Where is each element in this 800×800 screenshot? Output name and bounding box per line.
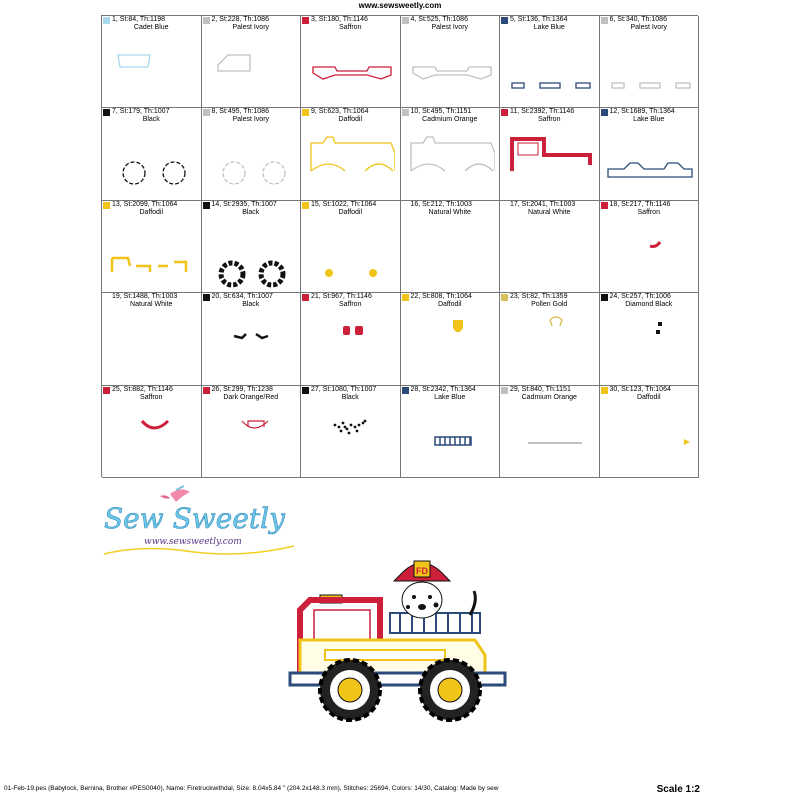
color-cell	[500, 293, 600, 385]
color-name: Daffodil	[139, 208, 164, 216]
color-swatch	[501, 202, 508, 209]
small-triangle-shape	[604, 403, 694, 475]
logo-title: Sew Sweetly	[104, 502, 285, 535]
color-name: Saffron	[140, 393, 163, 401]
logo-url: www.sewsweetly.com	[144, 537, 242, 547]
bumper-pieces-shape	[504, 33, 594, 105]
color-swatch	[103, 17, 110, 24]
color-swatch	[601, 109, 608, 116]
color-name: Cadet Blue	[133, 24, 169, 31]
color-info: 26, St:299, Th:1238	[211, 385, 273, 393]
color-info: 12, St:1689, Th:1364	[609, 108, 675, 116]
color-cell	[500, 16, 600, 108]
color-swatch	[501, 109, 508, 116]
color-swatch	[402, 202, 409, 209]
color-swatch	[402, 17, 409, 24]
color-cell	[600, 201, 700, 293]
color-info: 6, St:340, Th:1086	[609, 16, 667, 23]
ears-shape	[206, 310, 296, 382]
color-name: Natural White	[428, 208, 471, 216]
color-info: 1, St:84, Th:1198	[112, 16, 166, 23]
wheel-outline-shape	[206, 125, 296, 197]
cab-shape	[504, 125, 594, 197]
dalmatian-spots-shape	[305, 403, 395, 475]
color-cell	[500, 108, 600, 200]
color-chart-grid	[101, 15, 698, 477]
color-cell	[202, 201, 302, 293]
color-info: 4, St:525, Th:1086	[410, 16, 468, 23]
color-cell	[500, 201, 600, 293]
truck-body-outline-shape	[305, 125, 395, 197]
roof-outline-shape	[405, 33, 495, 105]
color-name: Pollen Gold	[531, 301, 568, 309]
color-swatch	[302, 294, 309, 301]
color-cell	[202, 108, 302, 200]
color-name: Daffodil	[338, 208, 363, 216]
color-info: 21, St:967, Th:1146	[311, 293, 372, 301]
color-name: Lake Blue	[434, 393, 466, 401]
tires-shape	[206, 218, 296, 290]
color-swatch	[601, 387, 608, 394]
color-name: Natural White	[130, 301, 173, 309]
wheel-outline-shape	[106, 125, 196, 197]
color-cell	[102, 293, 202, 385]
color-info: 17, St:2041, Th:1003	[510, 200, 576, 208]
color-name: Daffodil	[437, 301, 462, 309]
blank	[106, 310, 196, 382]
color-info: 25, St:882, Th:1146	[112, 385, 173, 393]
color-swatch	[302, 202, 309, 209]
color-cell	[202, 386, 302, 478]
color-cell	[401, 108, 501, 200]
color-name: Dark Orange/Red	[223, 393, 279, 401]
color-info: 7, St:179, Th:1007	[112, 108, 170, 116]
color-name: Black	[142, 116, 160, 124]
color-info: 11, St:2392, Th:1146	[510, 108, 575, 116]
color-name: Diamond Black	[625, 301, 673, 309]
color-info: 29, St:840, Th:1151	[510, 385, 571, 393]
color-name: Palest Ivory	[232, 116, 270, 124]
scale-label: Scale 1:2	[656, 784, 700, 795]
bumper-pieces-shape	[604, 33, 694, 105]
color-swatch	[103, 202, 110, 209]
color-swatch	[601, 17, 608, 24]
footer-info: 01-Feb-19.pes (Babylock, Bernina, Brother #PES0040), Name: Firetruckwithdal, Size: 8.04x5.84 " (204.2x148.3 mm), Stitches: 25694, Colors: 14/30, Catalog: Made by sew	[4, 785, 499, 792]
color-cell	[202, 293, 302, 385]
color-name: Lake Blue	[633, 116, 665, 124]
color-swatch	[103, 294, 110, 301]
color-name: Palest Ivory	[232, 24, 270, 31]
color-info: 10, St:495, Th:1151	[410, 108, 472, 116]
color-swatch	[103, 109, 110, 116]
color-cell	[401, 16, 501, 108]
color-cell	[600, 16, 700, 108]
color-cell	[102, 108, 202, 200]
color-swatch	[203, 294, 210, 301]
color-name: Natural White	[528, 208, 571, 216]
color-swatch	[601, 202, 608, 209]
color-info: 5, St:136, Th:1364	[510, 16, 568, 23]
color-swatch	[501, 387, 508, 394]
color-cell	[102, 386, 202, 478]
color-info: 9, St:623, Th:1064	[311, 108, 369, 116]
color-info: 22, St:808, Th:1064	[410, 293, 472, 301]
color-swatch	[601, 294, 608, 301]
roof-outline-shape	[305, 33, 395, 105]
color-cell	[500, 386, 600, 478]
color-cell	[301, 293, 401, 385]
color-swatch	[103, 387, 110, 394]
color-name: Saffron	[339, 301, 362, 309]
color-cell	[401, 386, 501, 478]
badge-shape	[405, 310, 495, 382]
hubcaps-shape	[305, 218, 395, 290]
color-swatch	[402, 387, 409, 394]
color-info: 19, St:1488, Th:1003	[112, 293, 178, 301]
color-info: 8, St:495, Th:1086	[211, 108, 269, 116]
helmet-badge-text: FD	[416, 566, 428, 576]
color-name: Daffodil	[636, 393, 661, 401]
color-name: Daffodil	[338, 116, 363, 124]
color-name: Cadmium Orange	[422, 116, 478, 124]
blank	[405, 218, 495, 290]
color-cell	[600, 108, 700, 200]
color-swatch	[203, 17, 210, 24]
color-info: 2, St:228, Th:1086	[211, 16, 269, 23]
color-cell	[102, 201, 202, 293]
color-swatch	[302, 109, 309, 116]
color-info: 20, St:634, Th:1007	[211, 293, 273, 301]
color-swatch	[302, 387, 309, 394]
tongue-shape	[604, 218, 694, 290]
color-swatch	[501, 17, 508, 24]
color-info: 28, St:2342, Th:1364	[410, 385, 476, 393]
color-cell	[401, 201, 501, 293]
window-shape	[206, 33, 296, 105]
color-info: 23, St:82, Th:1359	[510, 293, 568, 301]
ladder-shape	[405, 403, 495, 475]
chassis-shape	[604, 125, 694, 197]
color-cell	[301, 201, 401, 293]
color-swatch	[501, 294, 508, 301]
color-cell	[600, 293, 700, 385]
color-cell	[401, 293, 501, 385]
color-info: 30, St:123, Th:1064	[609, 385, 671, 393]
color-name: Black	[242, 301, 260, 309]
color-name: Saffron	[339, 24, 362, 31]
color-info: 18, St:217, Th:1146	[609, 200, 671, 208]
color-name: Lake Blue	[533, 24, 565, 31]
eyes-shape	[604, 310, 694, 382]
line-shape	[504, 403, 594, 475]
color-info: 16, St:212, Th:1003	[410, 200, 472, 208]
color-cell	[102, 16, 202, 108]
color-name: Palest Ivory	[630, 24, 668, 31]
color-swatch	[203, 202, 210, 209]
firetruck-design-preview	[280, 555, 520, 745]
color-name: Saffron	[538, 116, 561, 124]
color-swatch	[302, 17, 309, 24]
color-name: Palest Ivory	[431, 24, 469, 31]
sew-sweetly-logo	[100, 484, 300, 560]
helmet-brim-shape	[106, 403, 196, 475]
color-cell	[301, 108, 401, 200]
color-name: Cadmium Orange	[521, 393, 577, 401]
color-swatch	[203, 387, 210, 394]
color-info: 27, St:1080, Th:1007	[311, 385, 377, 393]
color-name: Black	[242, 208, 260, 216]
color-info: 14, St:2935, Th:1007	[211, 200, 277, 208]
color-info: 24, St:257, Th:1006	[609, 293, 671, 301]
color-swatch	[402, 294, 409, 301]
helmet-outline-shape	[206, 403, 296, 475]
color-cell	[301, 16, 401, 108]
color-cell	[202, 16, 302, 108]
color-info: 13, St:2099, Th:1064	[112, 200, 178, 208]
color-cell	[600, 386, 700, 478]
color-info: 15, St:1022, Th:1064	[311, 200, 377, 208]
color-info: 3, St:180, Th:1146	[311, 16, 368, 23]
color-swatch	[203, 109, 210, 116]
helmet-pieces-shape	[305, 310, 395, 382]
truck-body-outline-shape	[405, 125, 495, 197]
badge-outline-shape	[504, 310, 594, 382]
site-url: www.sewsweetly.com	[358, 1, 442, 10]
side-stripe-shape	[106, 218, 196, 290]
small-lines-shape	[106, 33, 196, 105]
color-name: Black	[341, 393, 359, 401]
blank	[504, 218, 594, 290]
color-cell	[301, 386, 401, 478]
color-swatch	[402, 109, 409, 116]
color-name: Saffron	[637, 208, 660, 216]
